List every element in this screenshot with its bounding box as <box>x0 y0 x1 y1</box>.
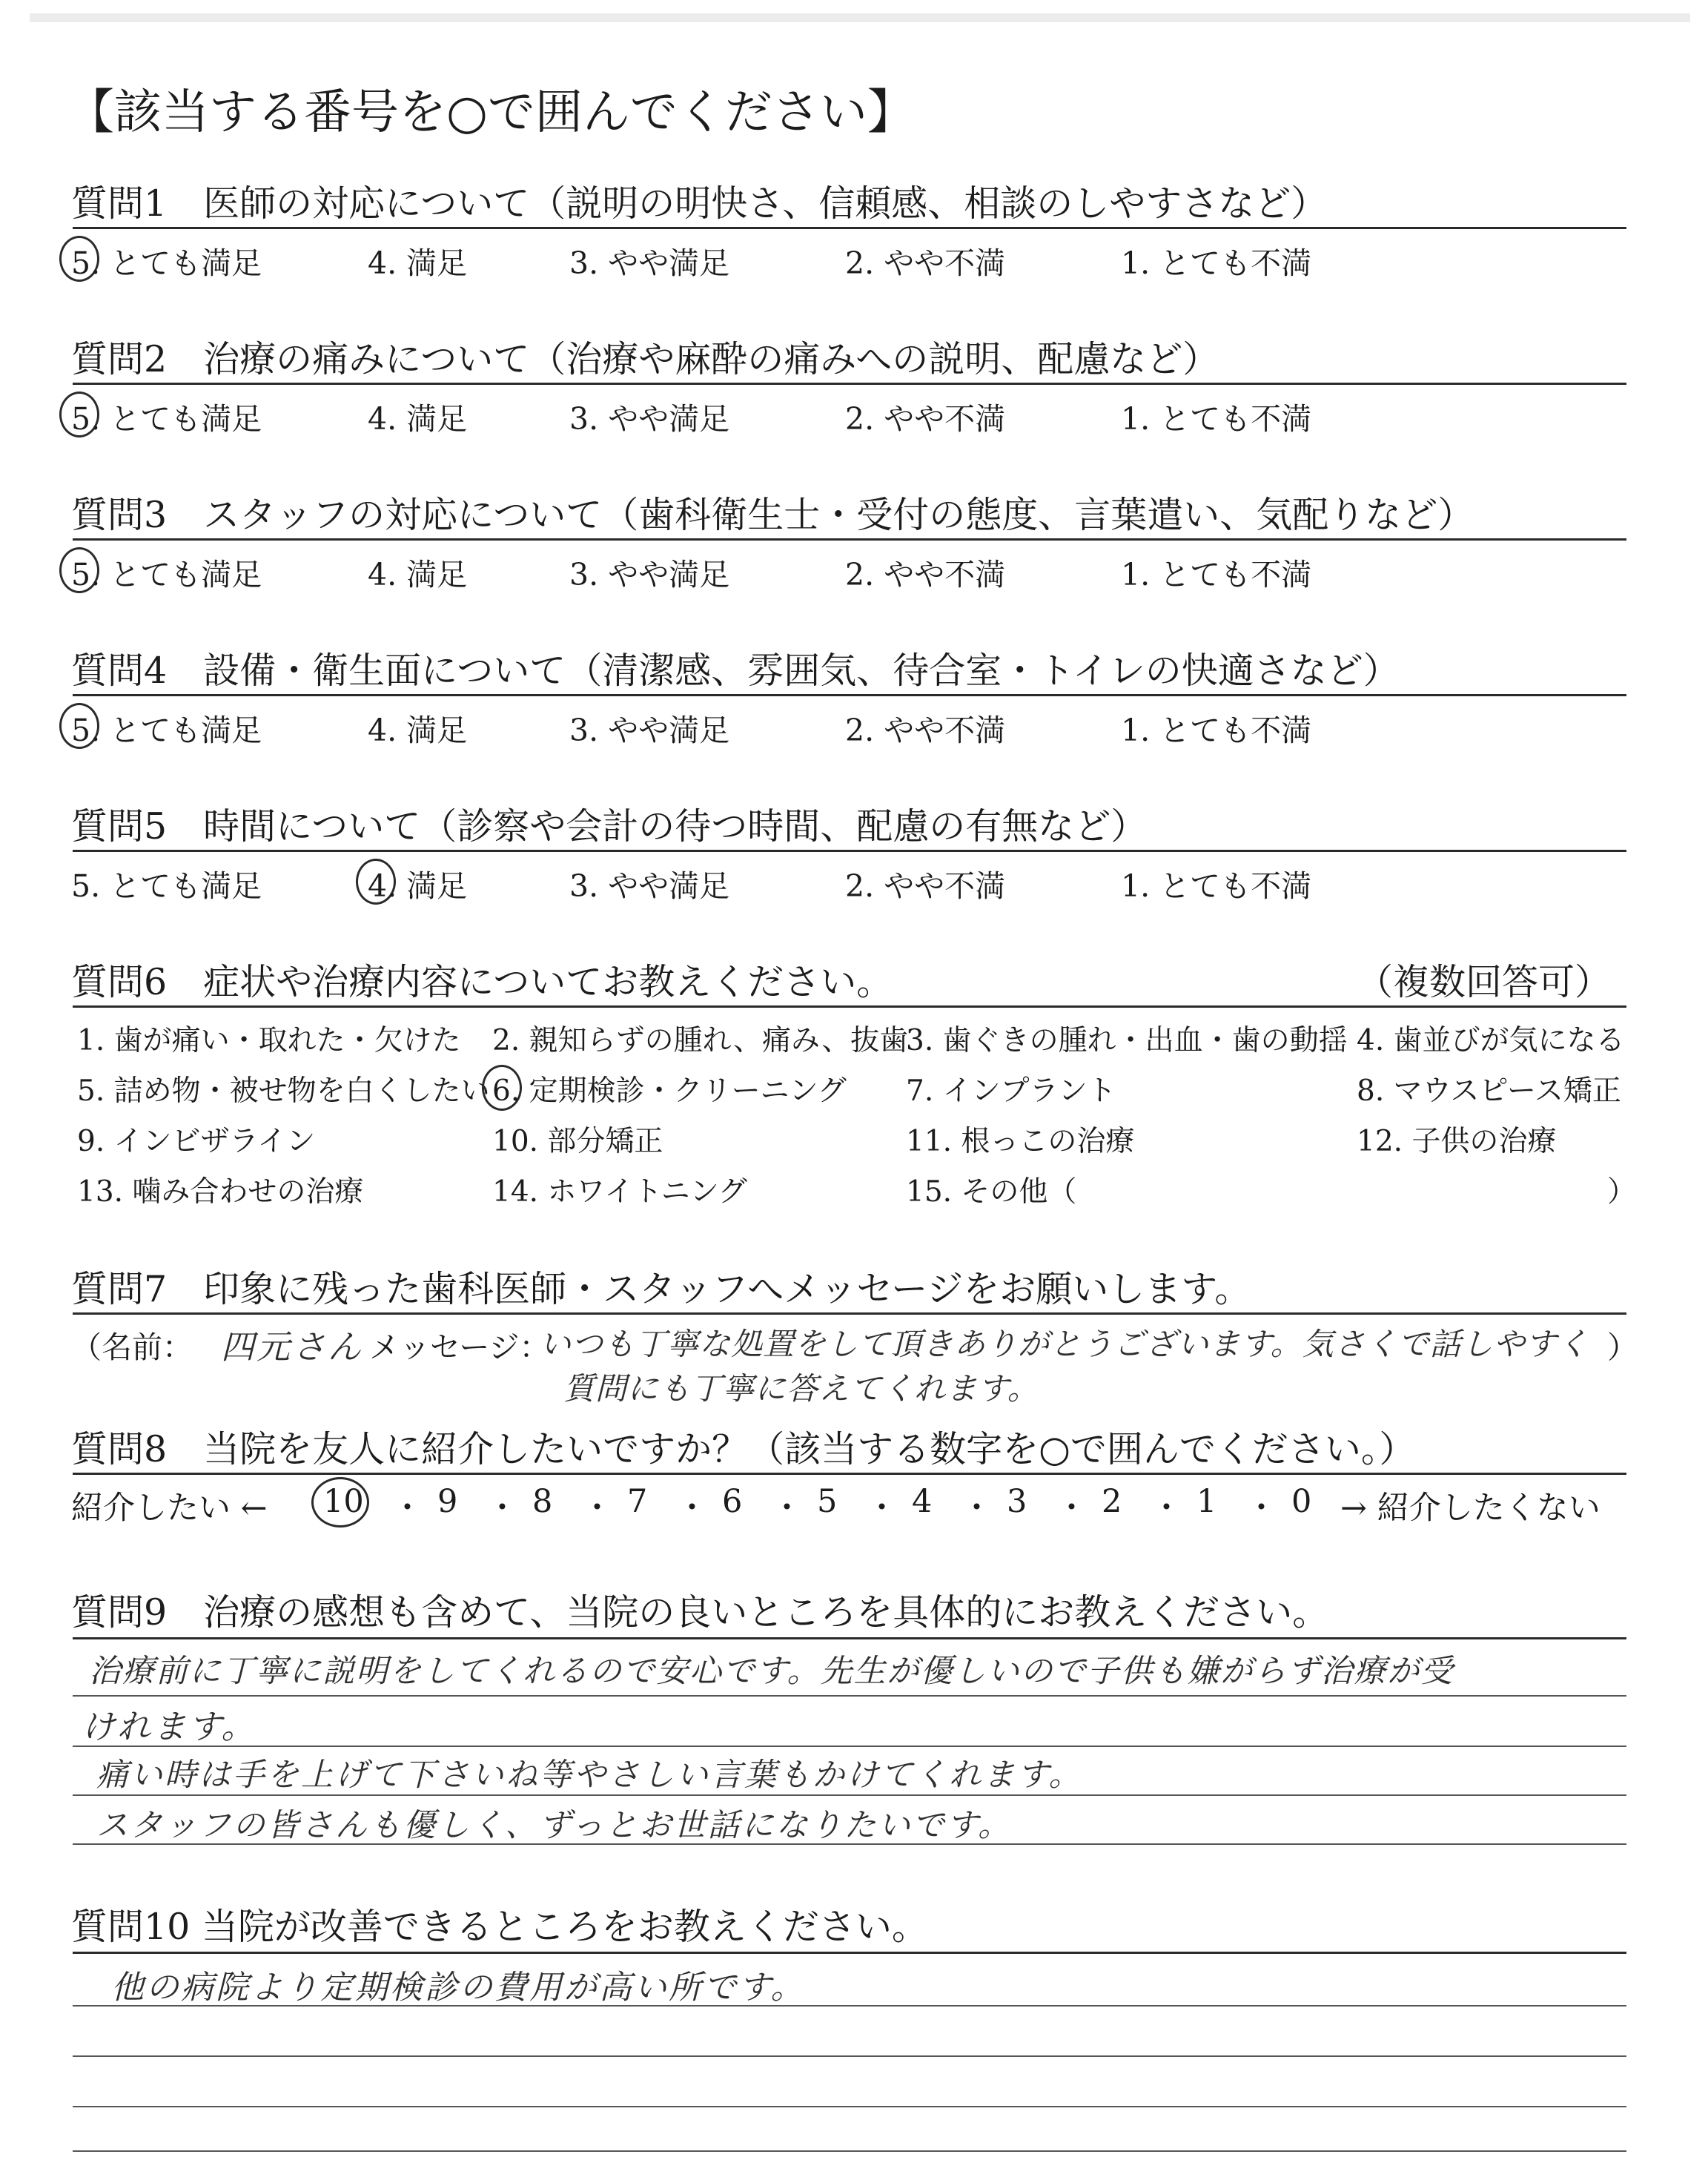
q1-option-3[interactable]: 3. やや満足 <box>569 245 730 281</box>
form-header: 【該当する番号を○で囲んでください】 <box>67 85 915 140</box>
q1-option-4[interactable]: 4. 満足 <box>368 245 468 281</box>
q3-rule <box>73 538 1626 541</box>
q8-number-7[interactable]: 7 <box>627 1483 648 1520</box>
q2-option-2[interactable]: 2. やや不満 <box>845 401 1006 437</box>
q4-option-5[interactable]: 5. とても満足 <box>71 713 262 748</box>
q9-answer-line2[interactable]: けれます。 <box>82 1707 257 1746</box>
q6-option-11[interactable]: 11. 根っこの治療 <box>906 1125 1135 1158</box>
q3-option-4[interactable]: 4. 満足 <box>368 557 468 592</box>
q3-option-1[interactable]: 1. とても不満 <box>1121 557 1312 592</box>
scan-edge <box>30 13 1690 22</box>
q6-option-7[interactable]: 7. インプラント <box>906 1074 1116 1108</box>
q6-option-1[interactable]: 1. 歯が痛い・取れた・欠けた <box>77 1024 461 1057</box>
q1-rule <box>73 227 1626 229</box>
q6-option-9[interactable]: 9. インビザライン <box>77 1125 316 1158</box>
q8-dot: ・ <box>1056 1490 1088 1527</box>
q8-dot: ・ <box>961 1490 993 1527</box>
q8-dot: ・ <box>866 1490 898 1527</box>
q5-title: 質問5 時間について（診察や会計の待つ時間、配慮の有無など） <box>71 805 1148 848</box>
q9-answer-line1[interactable]: 治療前に丁寧に説明をしてくれるので安心です。先生が優しいので子供も嫌がらず治療が受 <box>89 1653 1454 1690</box>
q8-title: 質問8 当院を友人に紹介したいですか？（該当する数字を○で囲んでください。） <box>71 1428 1416 1470</box>
q4-option-2[interactable]: 2. やや不満 <box>845 713 1006 748</box>
q1-option-1[interactable]: 1. とても不満 <box>1121 245 1312 281</box>
q7-name-label: （名前： <box>71 1330 193 1365</box>
q4-title: 質問4 設備・衛生面について（清潔感、雰囲気、待合室・トイレの快適さなど） <box>71 650 1400 692</box>
q7-message-label: メッセージ： <box>369 1330 550 1365</box>
q8-dot: ・ <box>676 1490 708 1527</box>
q4-option-1[interactable]: 1. とても不満 <box>1121 713 1312 748</box>
q1-title: 質問1 医師の対応について（説明の明快さ、信頼感、相談のしやすさなど） <box>71 182 1328 225</box>
q3-option-3[interactable]: 3. やや満足 <box>569 557 730 592</box>
q2-option-5[interactable]: 5. とても満足 <box>71 401 262 437</box>
q3-option-2[interactable]: 2. やや不満 <box>845 557 1006 592</box>
q10-title: 質問10 当院が改善できるところをお教えください。 <box>71 1906 928 1948</box>
q6-note: （複数回答可） <box>1357 961 1612 1003</box>
q4-rule <box>73 694 1626 696</box>
q9-title: 質問9 治療の感想も含めて、当院の良いところを具体的にお教えください。 <box>71 1591 1329 1634</box>
q6-option-6[interactable]: 6. 定期検診・クリーニング <box>492 1074 847 1108</box>
q8-number-0[interactable]: 0 <box>1291 1483 1312 1520</box>
q10-answer-line1[interactable]: 他の病院より定期検診の費用が高い所です。 <box>111 1969 806 2007</box>
q9-writing-line <box>73 1745 1626 1747</box>
q6-option-12[interactable]: 12. 子供の治療 <box>1357 1125 1557 1158</box>
q4-option-4[interactable]: 4. 満足 <box>368 713 468 748</box>
q8-dot: ・ <box>1245 1490 1277 1527</box>
q9-writing-line <box>73 1695 1626 1697</box>
q10-rule <box>73 1952 1626 1954</box>
q8-dot: ・ <box>581 1490 613 1527</box>
q5-option-1[interactable]: 1. とても不満 <box>1121 868 1312 904</box>
q9-rule <box>73 1637 1626 1639</box>
q8-number-10[interactable]: 10 <box>323 1483 364 1520</box>
q3-option-5[interactable]: 5. とても満足 <box>71 557 262 592</box>
q5-option-5[interactable]: 5. とても満足 <box>71 868 262 904</box>
q9-answer-line4[interactable]: スタッフの皆さんも優しく、ずっとお世話になりたいです。 <box>96 1807 1013 1844</box>
q2-option-4[interactable]: 4. 満足 <box>368 401 468 437</box>
q7-message-line2[interactable]: 質問にも丁寧に答えてくれます。 <box>563 1370 1039 1407</box>
q7-name-handwritten[interactable]: 四元さん <box>221 1327 364 1367</box>
q8-dot: ・ <box>771 1490 803 1527</box>
q8-number-2[interactable]: 2 <box>1102 1483 1122 1520</box>
q5-option-3[interactable]: 3. やや満足 <box>569 868 730 904</box>
q9-answer-line3[interactable]: 痛い時は手を上げて下さいね等やさしい言葉もかけてくれます。 <box>96 1757 1083 1794</box>
q8-dot: ・ <box>1151 1490 1182 1527</box>
q8-number-4[interactable]: 4 <box>912 1483 933 1520</box>
q8-dot: ・ <box>391 1490 423 1527</box>
q1-option-2[interactable]: 2. やや不満 <box>845 245 1006 281</box>
q6-title: 質問6 症状や治療内容についてお教えください。 <box>71 961 893 1003</box>
q6-option-3[interactable]: 3. 歯ぐきの腫れ・出血・歯の動揺 <box>906 1024 1348 1057</box>
q8-number-9[interactable]: 9 <box>437 1483 458 1520</box>
q7-message-line1[interactable]: いつも丁寧な処置をして頂きありがとうございます。気さくで話しやすく <box>540 1326 1589 1362</box>
q8-number-8[interactable]: 8 <box>532 1483 553 1520</box>
q10-writing-line <box>73 2106 1626 2107</box>
q1-option-5[interactable]: 5. とても満足 <box>71 245 262 281</box>
q6-option-15[interactable]: 15. その他（ <box>906 1175 1077 1209</box>
q6-option-4[interactable]: 4. 歯並びが気になる <box>1357 1024 1625 1057</box>
q2-option-3[interactable]: 3. やや満足 <box>569 401 730 437</box>
q6-option-8[interactable]: 8. マウスピース矯正 <box>1357 1074 1621 1108</box>
q6-rule <box>73 1005 1626 1008</box>
q8-right-label: → 紹介したくない <box>1340 1490 1601 1527</box>
q7-title: 質問7 印象に残った歯科医師・スタッフへメッセージをお願いします。 <box>71 1268 1251 1310</box>
q2-option-1[interactable]: 1. とても不満 <box>1121 401 1312 437</box>
q8-number-3[interactable]: 3 <box>1007 1483 1027 1520</box>
q8-number-6[interactable]: 6 <box>722 1483 743 1520</box>
q6-other-close-paren: ） <box>1607 1175 1637 1209</box>
q2-rule <box>73 383 1626 385</box>
q6-option-14[interactable]: 14. ホワイトニング <box>492 1175 747 1209</box>
q5-option-2[interactable]: 2. やや不満 <box>845 868 1006 904</box>
q7-close-paren: ） <box>1607 1330 1638 1365</box>
q5-option-4[interactable]: 4. 満足 <box>368 868 468 904</box>
q7-rule <box>73 1312 1626 1315</box>
q6-option-5[interactable]: 5. 詰め物・被せ物を白くしたい <box>77 1074 490 1108</box>
q3-title: 質問3 スタッフの対応について（歯科衛生士・受付の態度、言葉遣い、気配りなど） <box>71 494 1474 536</box>
q10-writing-line <box>73 2055 1626 2057</box>
q8-left-label: 紹介したい ← <box>71 1490 268 1527</box>
q8-rule <box>73 1473 1626 1475</box>
q6-option-13[interactable]: 13. 噛み合わせの治療 <box>77 1175 364 1209</box>
q5-rule <box>73 850 1626 852</box>
q10-writing-line <box>73 2150 1626 2152</box>
q8-number-1[interactable]: 1 <box>1196 1483 1217 1520</box>
q4-option-3[interactable]: 3. やや満足 <box>569 713 730 748</box>
q6-option-2[interactable]: 2. 親知らずの腫れ、痛み、抜歯 <box>492 1024 909 1057</box>
q8-number-5[interactable]: 5 <box>817 1483 838 1520</box>
q6-option-10[interactable]: 10. 部分矯正 <box>492 1125 663 1158</box>
q2-title: 質問2 治療の痛みについて（治療や麻酔の痛みへの説明、配慮など） <box>71 338 1219 380</box>
q8-dot: ・ <box>486 1490 518 1527</box>
